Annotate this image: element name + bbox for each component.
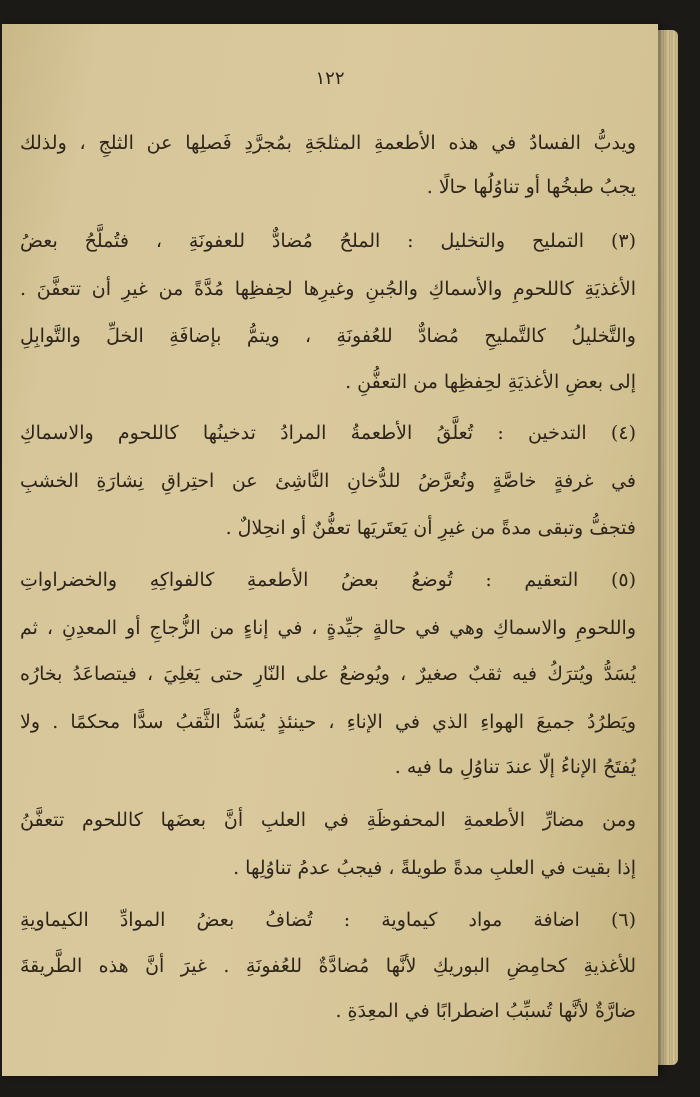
text-line: والتَّخليلُ كالتَّمليحِ مُضادٌّ للعُفونَةِ ، ويتمُّ بإضافَةِ الخلِّ والتَّوابِلِ — [20, 325, 636, 347]
text-line: في غرفةٍ خاصَّةٍ وتُعرَّضُ للدُّخانِ النَّاشِئ عن احتِراقِ نِشارَةِ الخشبِ — [20, 470, 636, 492]
text-line: إلى بعضِ الأغذيَةِ لحِفظِها من التعفُّنِ . — [345, 371, 636, 393]
text-line: يُسَدُّ ويُترَكُ فيه ثقبٌ صغيرٌ ، ويُوضعُ على النّارِ حتى يَغلِيَ ، فيتصاعَدُ بخارُه — [20, 663, 636, 685]
text-line: الأغذيَةِ كاللحومِ والأسماكِ والجُبنِ وغيرِها لحِفظِها مُدَّةً من غيرِ أن تتعفَّنَ . — [20, 278, 636, 300]
text-line: (٥) التعقيم : تُوضعُ بعضُ الأطعمةِ كالفواكِهِ والخضراواتِ — [20, 569, 636, 591]
page-number: ١٢٢ — [315, 68, 345, 89]
text-line: يُفتَحُ الإناءُ إلّا عندَ تناوُلِ ما فيه . — [394, 756, 636, 778]
text-line: للأغذيةِ كحامِضِ البوريكِ لأنَّها مُضادَّةٌ للعُفونَةِ . غيرَ أنَّ هذه الطَّريقةَ — [20, 955, 636, 977]
text-line: (٤) التدخين : تُعلَّقُ الأطعمةُ المرادُ تدخينُها كاللحوم والاسماكِ — [20, 422, 636, 444]
text-line: يجبُ طبخُها أو تناوُلُها حالًا . — [426, 176, 636, 198]
text-line: ويدبُّ الفسادُ في هذه الأطعمةِ المثلجَةِ بمُجرَّدِ فَصلِها عن الثلجِ ، ولذلك — [20, 132, 636, 154]
text-line: إذا بقيت في العلبِ مدةً طويلةً ، فيجبُ عدمُ تناوُلِها . — [233, 857, 636, 879]
book-page — [2, 24, 658, 1076]
text-line: (٣) التمليح والتخليل : الملحُ مُضادٌّ للعفونَةِ ، فتُملَّحُ بعضُ — [20, 230, 636, 252]
text-line: ومن مضارِّ الأطعمةِ المحفوظَةِ في العلبِ أنَّ بعضَها كاللحوم تتعفَّنُ — [20, 809, 636, 831]
text-line: فتجفُّ وتبقى مدةً من غيرِ أن يَعتَريَها تعفُّنٌ أو انحِلالٌ . — [225, 517, 636, 539]
text-line: واللحومِ والاسماكِ وهي في حالةٍ جيِّدةٍ ، في إناءٍ من الزُّجاجِ أو المعدِنِ ، ثم — [20, 617, 636, 639]
text-line: (٦) اضافة مواد كيماوية : تُضافُ بعضُ الموادِّ الكيماويةِ — [20, 909, 636, 931]
text-line: ضارَّةٌ لأنَّها تُسبِّبُ اضطرابًا في المعِدَةِ . — [335, 1000, 636, 1022]
text-line: ويَطرُدُ جميعَ الهواءِ الذي في الإناءِ ، حينئذٍ يُسَدُّ الثَّقبُ سدًّا محكمًا . ولا — [20, 711, 636, 733]
